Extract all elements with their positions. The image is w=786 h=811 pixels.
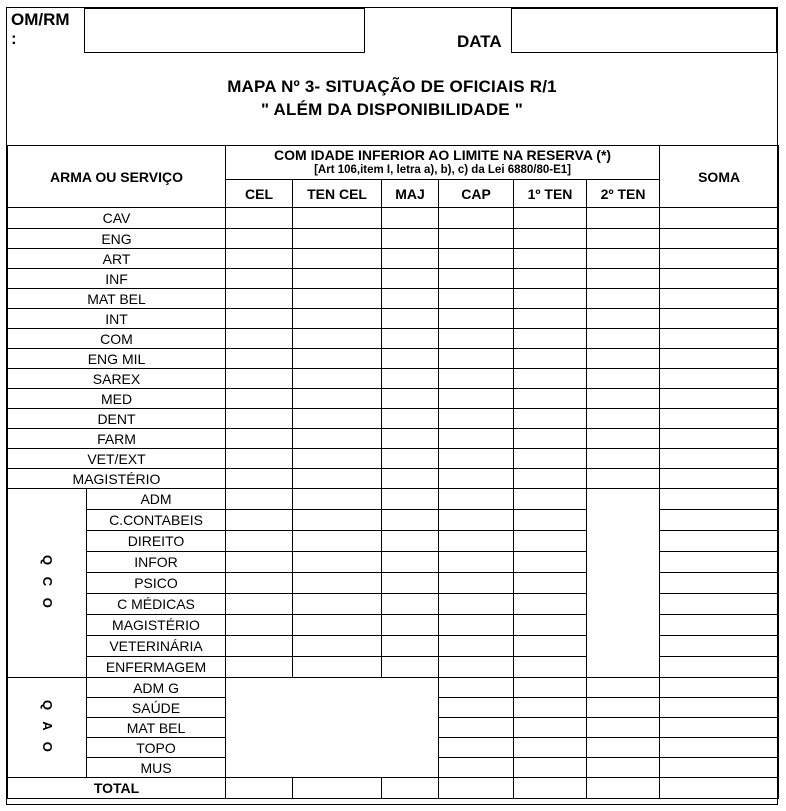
officers-table — [7, 145, 779, 799]
entry-cell[interactable] — [293, 449, 382, 469]
entry-cell[interactable] — [514, 289, 587, 309]
entry-cell[interactable] — [226, 594, 293, 615]
soma-cell[interactable] — [660, 594, 779, 615]
header-group — [226, 146, 660, 180]
entry-cell[interactable] — [514, 657, 587, 678]
entry-cell[interactable] — [514, 615, 587, 636]
entry-cell[interactable] — [587, 309, 660, 329]
table-row — [8, 678, 779, 698]
form-header — [7, 8, 777, 145]
entry-cell[interactable] — [226, 429, 293, 449]
entry-cell[interactable] — [587, 289, 660, 309]
table-row — [8, 369, 779, 389]
entry-cell[interactable] — [439, 269, 514, 289]
header-rank: MAJ — [382, 180, 439, 208]
entry-cell[interactable] — [293, 594, 382, 615]
table-row — [8, 389, 779, 409]
entry-cell[interactable] — [587, 208, 660, 229]
total-label: TOTAL — [8, 778, 226, 799]
entry-cell[interactable] — [587, 249, 660, 269]
entry-cell[interactable] — [226, 552, 293, 573]
soma-cell[interactable] — [660, 429, 779, 449]
entry-cell[interactable] — [226, 657, 293, 678]
header-group-title: COM IDADE INFERIOR AO LIMITE NA RESERVA (*) — [274, 146, 612, 163]
entry-cell[interactable] — [439, 409, 514, 429]
row-label: SAREX — [8, 369, 226, 389]
total-cell[interactable] — [226, 778, 293, 799]
entry-cell[interactable] — [293, 489, 382, 510]
soma-cell[interactable] — [660, 349, 779, 369]
entry-cell[interactable] — [293, 289, 382, 309]
entry-cell[interactable] — [439, 289, 514, 309]
row-label: COM — [8, 329, 226, 349]
soma-cell[interactable] — [660, 678, 779, 698]
entry-cell[interactable] — [514, 489, 587, 510]
form-frame — [6, 7, 778, 805]
entry-cell[interactable] — [382, 389, 439, 409]
entry-cell[interactable] — [587, 389, 660, 409]
row-label: VET/EXT — [8, 449, 226, 469]
entry-cell[interactable] — [587, 269, 660, 289]
entry-cell[interactable] — [439, 718, 514, 738]
soma-cell[interactable] — [660, 449, 779, 469]
entry-cell[interactable] — [439, 249, 514, 269]
row-label: ART — [8, 249, 226, 269]
total-soma-cell[interactable] — [660, 778, 779, 799]
entry-cell[interactable] — [293, 249, 382, 269]
entry-cell[interactable] — [439, 594, 514, 615]
entry-cell[interactable] — [293, 429, 382, 449]
entry-cell[interactable] — [439, 615, 514, 636]
row-label: ADM — [87, 489, 226, 510]
soma-cell[interactable] — [660, 657, 779, 678]
entry-cell[interactable] — [226, 269, 293, 289]
header-rank: CEL — [226, 180, 293, 208]
entry-cell[interactable] — [587, 409, 660, 429]
entry-cell[interactable] — [514, 718, 587, 738]
entry-cell[interactable] — [293, 573, 382, 594]
entry-cell[interactable] — [382, 249, 439, 269]
entry-cell[interactable] — [514, 552, 587, 573]
entry-cell[interactable] — [587, 229, 660, 249]
total-cell[interactable] — [293, 778, 382, 799]
entry-cell[interactable] — [514, 594, 587, 615]
entry-cell[interactable] — [293, 552, 382, 573]
entry-cell[interactable] — [293, 229, 382, 249]
soma-cell[interactable] — [660, 369, 779, 389]
entry-cell[interactable] — [293, 636, 382, 657]
entry-cell[interactable] — [439, 698, 514, 718]
soma-cell[interactable] — [660, 552, 779, 573]
table-row — [8, 531, 779, 552]
entry-cell[interactable] — [382, 349, 439, 369]
entry-cell[interactable] — [514, 429, 587, 449]
row-label: DIREITO — [87, 531, 226, 552]
entry-cell[interactable] — [226, 449, 293, 469]
entry-cell[interactable] — [439, 349, 514, 369]
entry-cell[interactable] — [439, 738, 514, 758]
entry-cell[interactable] — [226, 531, 293, 552]
entry-cell[interactable] — [587, 449, 660, 469]
entry-cell[interactable] — [382, 369, 439, 389]
entry-cell[interactable] — [514, 309, 587, 329]
row-label: C MÉDICAS — [87, 594, 226, 615]
entry-cell[interactable] — [293, 657, 382, 678]
entry-cell[interactable] — [382, 594, 439, 615]
entry-cell[interactable] — [293, 369, 382, 389]
entry-cell[interactable] — [293, 389, 382, 409]
entry-cell[interactable] — [382, 429, 439, 449]
row-label: DENT — [8, 409, 226, 429]
soma-cell[interactable] — [660, 531, 779, 552]
entry-cell[interactable] — [514, 636, 587, 657]
entry-cell[interactable] — [587, 738, 660, 758]
row-label: ADM G — [87, 678, 226, 698]
total-cell[interactable] — [439, 778, 514, 799]
entry-cell[interactable] — [382, 531, 439, 552]
row-label: MAGISTÉRIO — [87, 615, 226, 636]
total-cell[interactable] — [587, 778, 660, 799]
entry-cell[interactable] — [382, 469, 439, 489]
entry-cell[interactable] — [439, 469, 514, 489]
data-field[interactable] — [511, 8, 777, 53]
entry-cell[interactable] — [514, 269, 587, 289]
entry-cell[interactable] — [439, 636, 514, 657]
entry-cell[interactable] — [514, 389, 587, 409]
qao-group-label — [8, 678, 87, 778]
entry-cell[interactable] — [382, 229, 439, 249]
data-label: DATA — [457, 32, 502, 51]
soma-cell[interactable] — [660, 409, 779, 429]
row-label: MED — [8, 389, 226, 409]
row-label: MAT BEL — [8, 289, 226, 309]
soma-cell[interactable] — [660, 389, 779, 409]
soma-cell[interactable] — [660, 738, 779, 758]
entry-cell[interactable] — [514, 249, 587, 269]
entry-cell[interactable] — [226, 615, 293, 636]
entry-cell[interactable] — [439, 758, 514, 778]
entry-cell[interactable] — [587, 349, 660, 369]
entry-cell[interactable] — [226, 249, 293, 269]
table-row — [8, 489, 779, 510]
entry-cell[interactable] — [587, 369, 660, 389]
entry-cell[interactable] — [439, 449, 514, 469]
entry-cell[interactable] — [587, 429, 660, 449]
entry-cell[interactable] — [514, 469, 587, 489]
entry-cell[interactable] — [587, 678, 660, 698]
entry-cell[interactable] — [514, 369, 587, 389]
soma-cell[interactable] — [660, 636, 779, 657]
entry-cell[interactable] — [226, 389, 293, 409]
entry-cell[interactable] — [514, 758, 587, 778]
entry-cell[interactable] — [587, 469, 660, 489]
entry-cell[interactable] — [382, 208, 439, 229]
entry-cell[interactable] — [439, 429, 514, 449]
om-rm-label: OM/RM : — [11, 10, 70, 48]
soma-cell[interactable] — [660, 269, 779, 289]
map-subtitle: " ALÉM DA DISPONIBILIDADE " — [260, 100, 524, 119]
entry-cell[interactable] — [226, 329, 293, 349]
row-label: MUS — [87, 758, 226, 778]
entry-cell[interactable] — [514, 678, 587, 698]
entry-cell[interactable] — [514, 329, 587, 349]
table-row — [8, 269, 779, 289]
entry-cell[interactable] — [514, 208, 587, 229]
entry-cell[interactable] — [382, 489, 439, 510]
entry-cell[interactable] — [226, 369, 293, 389]
table-row — [8, 289, 779, 309]
soma-cell[interactable] — [660, 510, 779, 531]
blocked-cell — [226, 678, 439, 778]
entry-cell[interactable] — [514, 349, 587, 369]
entry-cell[interactable] — [382, 329, 439, 349]
entry-cell[interactable] — [382, 552, 439, 573]
header-soma: SOMA — [660, 146, 779, 208]
entry-cell[interactable] — [382, 409, 439, 429]
soma-cell[interactable] — [660, 758, 779, 778]
entry-cell[interactable] — [587, 718, 660, 738]
soma-cell[interactable] — [660, 718, 779, 738]
row-label: ENG MIL — [8, 349, 226, 369]
entry-cell[interactable] — [587, 758, 660, 778]
header-arma-servico: ARMA OU SERVIÇO — [8, 146, 226, 208]
entry-cell[interactable] — [439, 389, 514, 409]
table-row — [8, 615, 779, 636]
entry-cell[interactable] — [293, 309, 382, 329]
entry-cell[interactable] — [382, 573, 439, 594]
entry-cell[interactable] — [293, 269, 382, 289]
header-group-subtitle: [Art 106,item I, letra a), b), c) da Lei 6880/80-E1] — [314, 163, 572, 176]
qco-label: Q C O — [40, 554, 55, 612]
entry-cell[interactable] — [382, 449, 439, 469]
entry-cell[interactable] — [226, 510, 293, 531]
entry-cell[interactable] — [293, 208, 382, 229]
header-rank: TEN CEL — [293, 180, 382, 208]
soma-cell[interactable] — [660, 309, 779, 329]
table-row — [8, 636, 779, 657]
table-row — [8, 469, 779, 489]
soma-cell[interactable] — [660, 698, 779, 718]
soma-cell[interactable] — [660, 229, 779, 249]
entry-cell[interactable] — [226, 489, 293, 510]
entry-cell[interactable] — [293, 349, 382, 369]
entry-cell[interactable] — [382, 657, 439, 678]
entry-cell[interactable] — [439, 657, 514, 678]
entry-cell[interactable] — [382, 289, 439, 309]
soma-cell[interactable] — [660, 489, 779, 510]
row-label: VETERINÁRIA — [87, 636, 226, 657]
row-label: C.CONTABEIS — [87, 510, 226, 531]
entry-cell[interactable] — [293, 531, 382, 552]
entry-cell[interactable] — [226, 469, 293, 489]
entry-cell[interactable] — [226, 208, 293, 229]
table-row — [8, 594, 779, 615]
entry-cell[interactable] — [293, 510, 382, 531]
table-row — [8, 249, 779, 269]
table-row — [8, 573, 779, 594]
header-rank: 1º TEN — [514, 180, 587, 208]
entry-cell[interactable] — [439, 510, 514, 531]
entry-cell[interactable] — [514, 738, 587, 758]
row-label: SAÚDE — [87, 698, 226, 718]
header-rank: CAP — [439, 180, 514, 208]
map-title: MAPA Nº 3- SITUAÇÃO DE OFICIAIS R/1 — [227, 77, 557, 96]
row-label: TOPO — [87, 738, 226, 758]
entry-cell[interactable] — [439, 552, 514, 573]
soma-cell[interactable] — [660, 469, 779, 489]
entry-cell[interactable] — [514, 409, 587, 429]
table-row — [8, 349, 779, 369]
row-label: CAV — [8, 208, 226, 229]
entry-cell[interactable] — [514, 531, 587, 552]
entry-cell[interactable] — [382, 269, 439, 289]
entry-cell[interactable] — [226, 349, 293, 369]
table-row — [8, 510, 779, 531]
entry-cell[interactable] — [293, 615, 382, 636]
entry-cell[interactable] — [226, 229, 293, 249]
entry-cell[interactable] — [587, 698, 660, 718]
table-row — [8, 657, 779, 678]
soma-cell[interactable] — [660, 615, 779, 636]
entry-cell[interactable] — [439, 489, 514, 510]
entry-cell[interactable] — [439, 208, 514, 229]
blocked-cell — [587, 489, 660, 678]
table-row — [8, 552, 779, 573]
soma-cell[interactable] — [660, 573, 779, 594]
table-row — [8, 329, 779, 349]
entry-cell[interactable] — [439, 573, 514, 594]
row-label: ENFERMAGEM — [87, 657, 226, 678]
row-label: INFOR — [87, 552, 226, 573]
row-label: INF — [8, 269, 226, 289]
om-rm-field[interactable] — [84, 8, 365, 53]
entry-cell[interactable] — [382, 309, 439, 329]
row-label: PSICO — [87, 573, 226, 594]
entry-cell[interactable] — [226, 409, 293, 429]
entry-cell[interactable] — [587, 329, 660, 349]
entry-cell[interactable] — [293, 469, 382, 489]
row-label: ENG — [8, 229, 226, 249]
entry-cell[interactable] — [439, 309, 514, 329]
table-row — [8, 409, 779, 429]
entry-cell[interactable] — [226, 636, 293, 657]
entry-cell[interactable] — [514, 229, 587, 249]
table-row — [8, 208, 779, 229]
table-row — [8, 309, 779, 329]
table-row — [8, 229, 779, 249]
entry-cell[interactable] — [514, 449, 587, 469]
entry-cell[interactable] — [293, 329, 382, 349]
entry-cell[interactable] — [514, 510, 587, 531]
qco-group-label — [8, 489, 87, 678]
qao-label: Q A O — [40, 699, 55, 756]
soma-cell[interactable] — [660, 329, 779, 349]
entry-cell[interactable] — [439, 531, 514, 552]
table-row — [8, 429, 779, 449]
row-label: FARM — [8, 429, 226, 449]
soma-cell[interactable] — [660, 208, 779, 229]
entry-cell[interactable] — [439, 229, 514, 249]
table-row — [8, 449, 779, 469]
soma-cell[interactable] — [660, 289, 779, 309]
entry-cell[interactable] — [382, 636, 439, 657]
entry-cell[interactable] — [226, 289, 293, 309]
table-row — [8, 778, 779, 799]
entry-cell[interactable] — [514, 698, 587, 718]
total-cell[interactable] — [382, 778, 439, 799]
entry-cell[interactable] — [439, 329, 514, 349]
entry-cell[interactable] — [382, 615, 439, 636]
soma-cell[interactable] — [660, 249, 779, 269]
row-label: MAGISTÉRIO — [8, 469, 226, 489]
entry-cell[interactable] — [226, 309, 293, 329]
entry-cell[interactable] — [514, 573, 587, 594]
header-rank: 2º TEN — [587, 180, 660, 208]
row-label: MAT BEL — [87, 718, 226, 738]
entry-cell[interactable] — [382, 510, 439, 531]
row-label: INT — [8, 309, 226, 329]
total-cell[interactable] — [514, 778, 587, 799]
entry-cell[interactable] — [293, 409, 382, 429]
entry-cell[interactable] — [439, 678, 514, 698]
entry-cell[interactable] — [439, 369, 514, 389]
entry-cell[interactable] — [226, 573, 293, 594]
